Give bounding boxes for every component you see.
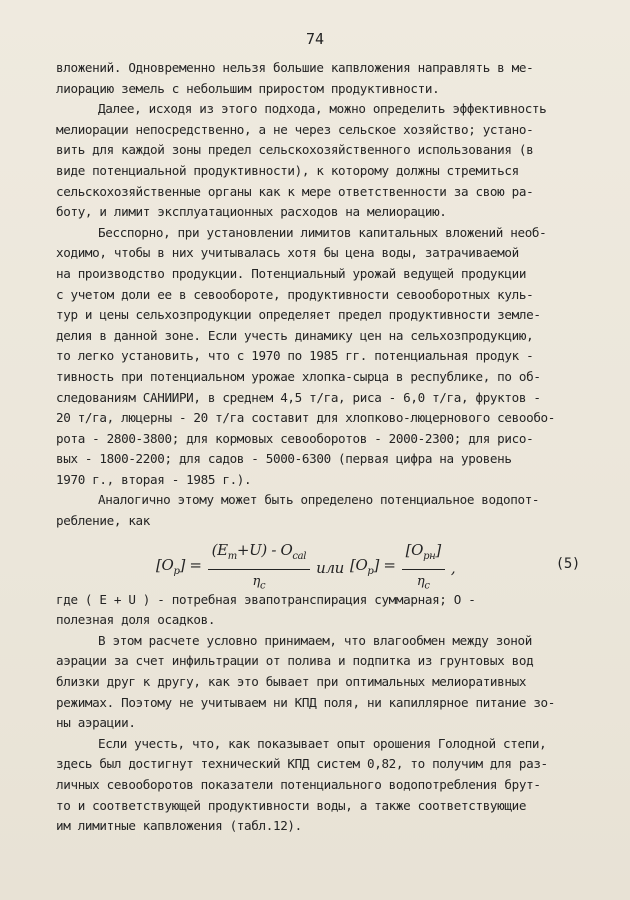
text-block-before-formula [56,58,604,532]
text-line: где ( E + U ) - потребная эвапотранспирация суммарная; O - [56,591,476,607]
formula-numerator-1: $(E_m+U) - O_{cal}$ [208,540,310,571]
text-line: им лимитные капвложения (табл.12). [56,818,302,834]
text-line: ны аэрации. [56,715,136,731]
text-line: Бесспорно, при установлении лимитов капитальных вложений необ- [98,224,547,240]
text-line: ходимо, чтобы в них учитывалась хотя бы цена воды, затрачиваемой [56,245,519,261]
text-line: аэрации за счет инфильтрации от полива и подпитка из грунтовых вод [56,653,534,669]
text-line: рота - 2800-3800; для кормовых севооборотов - 2000-2300; для рисо- [56,430,534,446]
text-line: полезная доля осадков. [56,612,216,628]
text-line: вложений. Одновременно нельзя большие капвложения направлять в ме- [56,60,534,75]
text-line: то легко установить, что с 1970 по 1985 гг. потенциальная продук - [56,348,534,364]
text-line: с учетом доли ее в севообороте, продуктивности севооборотных куль- [56,286,534,302]
equation-number: (5) [555,555,580,572]
formula-denominator-1: $\eta_c$ [252,574,266,592]
text-line: сельскохозяйственные органы как к мере ответственности за свою ра- [56,183,534,199]
formula-or: или [316,559,344,578]
text-line: личных севооборотов показатели потенциального водопотребления брут- [56,777,541,792]
formula-5 [56,534,604,590]
formula-lhs-1: $[O_p]$ = [156,555,202,577]
formula-trailing-comma: , [450,559,456,578]
text-line: на производство продукции. Потенциальный урожай ведущей продукции [56,265,527,281]
text-line: 1970 г., вторая - 1985 г.). [56,471,252,487]
text-line: то и соответствующей продуктивности воды, а также соответствующие [56,797,527,813]
text-line: В этом расчете условно принимаем, что влагообмен между зоной [98,632,532,648]
formula-fraction-2 [402,540,445,598]
formula-expression [156,540,455,598]
text-line: виде потенциальной продуктивности), к которому должны стремиться [56,162,519,178]
text-line: мелиорации непосредственно, а не через сельское хозяйство; устано- [56,121,534,137]
text-line: здесь был достигнут технический КПД систем 0,82, то получим для раз- [56,756,548,772]
text-line: делия в данной зоне. Если учесть динамику цен на сельхозпродукцию, [56,327,534,343]
text-line: вых - 1800-2200; для садов - 5000-6300 (первая цифра на уровень [56,451,512,467]
text-block-after-formula [56,590,604,837]
page-number: 74 [305,30,325,48]
text-line: ребление, как [56,513,151,529]
text-line: Аналогично этому может быть определено потенциальное водопот- [98,492,540,508]
text-line: боту, и лимит эксплуатационных расходов на мелиорацию. [56,204,447,220]
text-line: близки друг к другу, как это бывает при оптимальных мелиоративных [56,674,527,690]
text-line: Если учесть, что, как показывает опыт орошения Голодной степи, [98,735,547,751]
text-line: 20 т/га, люцерны - 20 т/га составит для хлопково-люцернового севообо- [56,410,556,426]
text-line: тивность при потенциальном урожае хлопка-сырца в республике, по об- [56,368,541,384]
text-line: вить для каждой зоны предел сельскохозяйственного использования (в [56,142,534,158]
formula-fraction-1 [208,540,310,598]
formula-lhs-2: $[O_p]$ = [349,555,396,577]
formula-numerator-2: $[O_{pн}]$ [402,540,445,571]
text-body [56,58,604,837]
text-line: лиорацию земель с небольшим приростом продуктивности. [56,80,440,96]
text-line: режимах. Поэтому не учитываем ни КПД поля, ни капиллярное питание зо- [56,694,556,710]
formula-denominator-2: $\eta_c$ [416,574,430,592]
text-line: Далее, исходя из этого подхода, можно определить эффективность [98,101,547,117]
text-line: следованиям САНИИРИ, в среднем 4,5 т/га, риса - 6,0 т/га, фруктов - [56,389,541,405]
text-line: тур и цены сельхозпродукции определяет предел продуктивности земле- [56,307,541,323]
